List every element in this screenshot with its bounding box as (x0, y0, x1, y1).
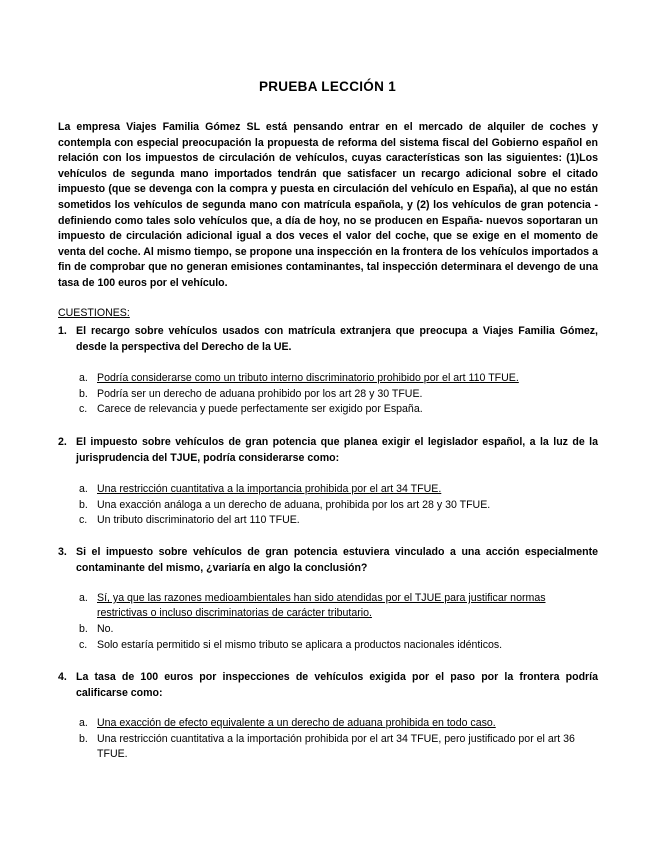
option-4a (79, 716, 599, 731)
option-letter: a. (79, 717, 88, 729)
option-letter: b. (79, 733, 88, 745)
question-number: 1. (58, 325, 67, 337)
option-text: Solo estaría permitido si el mismo tributo se aplicara a productos nacionales idénticos. (97, 639, 503, 651)
cuestiones-heading: CUESTIONES: (58, 307, 130, 319)
question-text: Si el impuesto sobre vehículos de gran potencia estuviera vinculado a una acción especialmente contaminante del mismo, ¿variaría en algo la conclusión? (76, 546, 598, 574)
question-number: 3. (58, 546, 67, 558)
option-1a (79, 371, 599, 386)
option-letter: b. (79, 499, 88, 511)
option-text: Podría ser un derecho de aduana prohibido por los art 28 y 30 TFUE. (97, 388, 423, 400)
option-text: Una restricción cuantitativa a la importación prohibida por el art 34 TFUE, pero justificado por el art 36 TFUE. (97, 733, 575, 760)
question-text: La tasa de 100 euros por inspecciones de vehículos exigida por el paso por la frontera podría calificarse como: (76, 671, 598, 699)
option-4b (79, 732, 599, 762)
option-1c (79, 402, 599, 417)
question-3 (58, 544, 598, 576)
option-text: Una exacción análoga a un derecho de aduana, prohibida por los art 28 y 30 TFUE. (97, 499, 491, 511)
question-number: 4. (58, 671, 67, 683)
question-4 (58, 669, 598, 701)
option-letter: c. (79, 403, 88, 415)
option-text-selected: Podría considerarse como un tributo interno discriminatorio prohibido por el art 110 TFUE. (97, 372, 519, 384)
option-2c (79, 513, 599, 528)
option-letter: b. (79, 388, 88, 400)
option-letter: a. (79, 592, 88, 604)
option-text: Un tributo discriminatorio del art 110 TFUE. (97, 514, 300, 526)
option-text: Carece de relevancia y puede perfectamente ser exigido por España. (97, 403, 423, 415)
question-1 (58, 323, 598, 355)
option-text: No. (97, 623, 114, 635)
option-3a (79, 591, 599, 621)
option-letter: a. (79, 372, 88, 384)
page-title: PRUEBA LECCIÓN 1 (258, 79, 397, 94)
option-2a (79, 482, 599, 497)
question-2 (58, 434, 598, 466)
option-letter: a. (79, 483, 88, 495)
option-text-selected: Una exacción de efecto equivalente a un derecho de aduana prohibida en todo caso. (97, 717, 496, 729)
question-text: El recargo sobre vehículos usados con matrícula extranjera que preocupa a Viajes Familia Gómez, desde la perspectiva del Derecho de la UE. (76, 325, 598, 353)
option-letter: c. (79, 514, 88, 526)
intro-paragraph: La empresa Viajes Familia Gómez SL está pensando entrar en el mercado de alquiler de coches y contempla con especial preocupación la propuesta de reforma del sistema fiscal del Gobierno español en relación con los impuestos de circulación de vehículos, cuyas características son las siguientes: (1)Los vehículos de segunda mano importados tendrán que satisfacer un recargo adicional sobre el citado impuesto (que se devenga con la compra y puesta en circulación del vehículo en España), al que no están sometidos los vehículos de segunda mano con matrícula española, y (2) los vehículos de gran potencia -definiendo como tales solo vehículos que, a día de hoy, no se producen en España- nuevos soportaran un impuesto de circulación adicional igual a dos veces el valor del coche, que se exige en el momento de venta del coche. Al mismo tiempo, se propone una inspección en la frontera de los vehículos importados a fin de comprobar que no generan emisiones contaminantes, tal inspección determinara el devengo de una tasa de 100 euros por el vehículo. (58, 121, 598, 289)
option-3b (79, 622, 599, 637)
option-2b (79, 498, 599, 513)
option-3c (79, 638, 599, 653)
option-letter: c. (79, 639, 88, 651)
option-text-selected: Sí, ya que las razones medioambientales han sido atendidas por el TJUE para justificar normas restrictivas o incluso discriminatorias de carácter tributario. (97, 592, 546, 619)
question-number: 2. (58, 436, 67, 448)
option-letter: b. (79, 623, 88, 635)
question-text: El impuesto sobre vehículos de gran potencia que planea exigir el legislador español, a la luz de la jurisprudencia del TJUE, podría considerarse como: (76, 436, 598, 464)
option-1b (79, 387, 599, 402)
option-text-selected: Una restricción cuantitativa a la importancia prohibida por el art 34 TFUE. (97, 483, 442, 495)
